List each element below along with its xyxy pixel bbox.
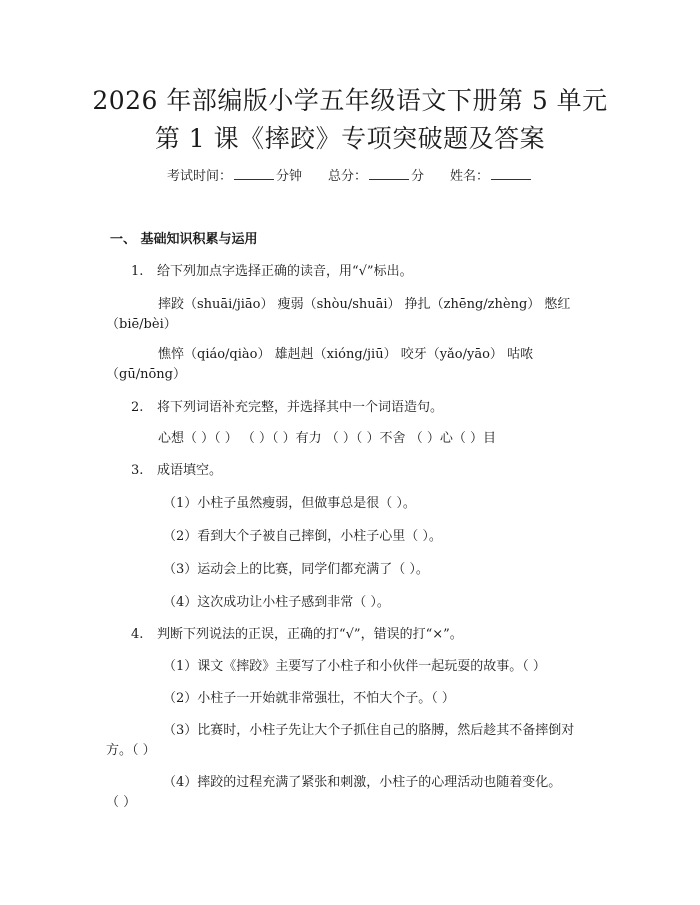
- question-1-row-2: 憔悴（qiáo/qiào） 雄赳赳（xióng/jiū） 咬牙（yǎo/yāo） 咕哝: [158, 347, 534, 362]
- question-4-item: （4）摔跤的过程充满了紧张和刺激，小柱子的心理活动也随着变化。: [163, 775, 562, 790]
- exam-score-blank: [369, 167, 409, 180]
- question-4-item: （3）比赛时，小柱子先让大个子抓住自己的胳膊，然后趁其不备摔倒对: [163, 723, 575, 738]
- question-3-text: 成语填空。: [157, 463, 223, 478]
- question-3-item: （2）看到大个子被自己摔倒，小柱子心里（ ）。: [163, 529, 442, 544]
- question-4-text: 判断下列说法的正误，正确的打“√”，错误的打“×”。: [157, 627, 463, 642]
- question-4-item-wrap: （ ）: [106, 795, 137, 810]
- question-3: [131, 461, 222, 481]
- question-4-item: （2）小柱子一开始就非常强壮，不怕大个子。（ ）: [163, 691, 455, 706]
- question-2-text: 将下列词语补充完整，并选择其中一个词语造句。: [157, 400, 444, 415]
- question-4-item-wrap: 方。（ ）: [106, 743, 156, 758]
- exam-name-label: 姓名：: [450, 169, 490, 184]
- question-3-item: （1）小柱子虽然瘦弱，但做事总是很（ ）。: [163, 496, 416, 511]
- question-1-number: 1.: [131, 264, 144, 279]
- document-title-line-1: 2026 年部编版小学五年级语文下册第 5 单元: [92, 86, 608, 115]
- question-3-item: （4）这次成功让小柱子感到非常（ ）。: [163, 595, 390, 610]
- exam-time-blank: [234, 167, 274, 180]
- question-1-text: 给下列加点字选择正确的读音，用“√”标出。: [157, 264, 413, 279]
- question-1: [131, 262, 413, 282]
- question-1-row-2-wrap: （gū/nōng）: [106, 367, 186, 382]
- question-4: [131, 625, 463, 645]
- exam-time-label: 考试时间：: [166, 169, 232, 184]
- question-1-row-1: 摔跤（shuāi/jiāo） 瘦弱（shòu/shuāi） 挣扎（zhēng/zhèng） 憋红: [158, 297, 571, 312]
- question-3-number: 3.: [131, 463, 144, 478]
- question-1-row-1-wrap: （biē/bèi）: [106, 317, 177, 332]
- exam-score-unit: 分: [411, 169, 425, 184]
- document-title-line-2: 第 1 课《摔跤》专项突破题及答案: [154, 124, 546, 153]
- question-3-item: （3）运动会上的比赛，同学们都充满了（ ）。: [163, 562, 429, 577]
- section-1-heading: 一、 基础知识积累与运用: [110, 232, 258, 247]
- exam-name-blank: [491, 167, 531, 180]
- question-2-row: 心想（ ）（ ） （ ）（ ）有力 （ ）（ ）不舍 （ ）心（ ）目: [158, 431, 496, 446]
- question-2: [131, 398, 443, 418]
- exam-score-label: 总分：: [327, 169, 367, 184]
- question-4-item: （1）课文《摔跤》主要写了小柱子和小伙伴一起玩耍的故事。（ ）: [163, 659, 546, 674]
- question-4-number: 4.: [131, 627, 144, 642]
- question-2-number: 2.: [131, 400, 144, 415]
- exam-time-unit: 分钟: [275, 169, 302, 184]
- exam-info: [0, 167, 700, 187]
